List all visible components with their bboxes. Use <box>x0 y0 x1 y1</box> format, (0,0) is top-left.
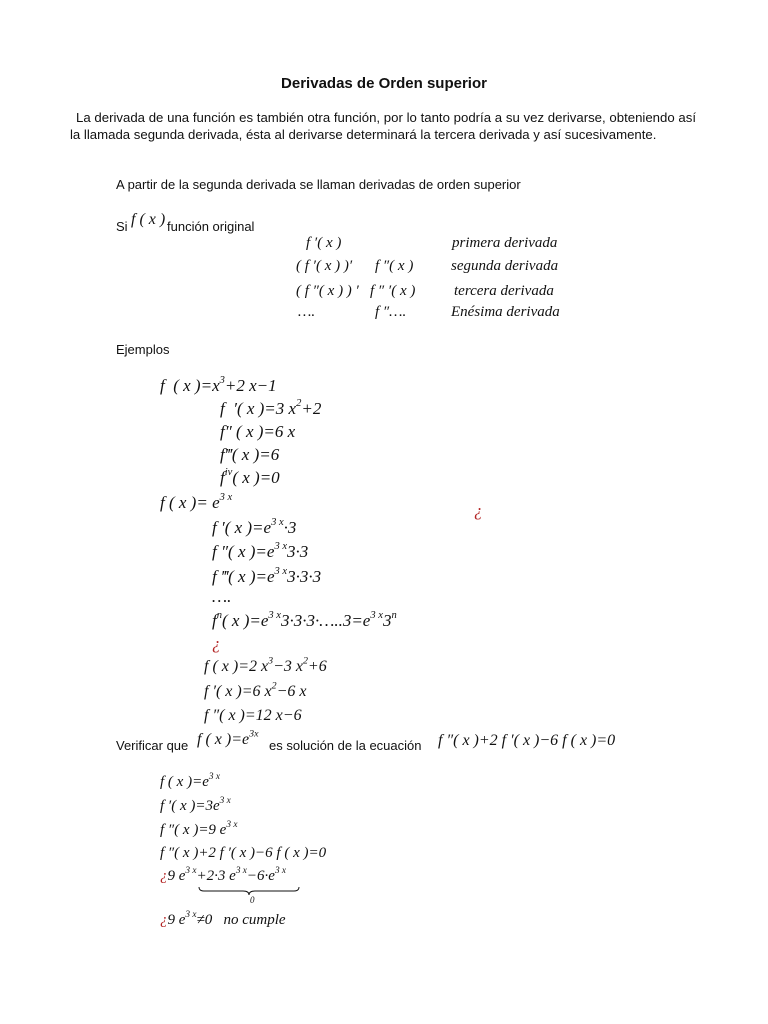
ecuacion: f ″( x )+2 f ′( x )−6 f ( x )=0 <box>438 732 616 749</box>
ex2-line-2: f ′( x )$=e^{3 x}\cdot 3$ <box>212 517 297 537</box>
verificar-label: Verificar que <box>116 738 189 753</box>
table-row-3-result: f ″ ′( x ) <box>370 283 416 299</box>
verif-line-4: f ″( x )+2 f ′( x )−6 f ( x )=0 <box>160 845 327 861</box>
underbrace <box>198 886 300 896</box>
ex1-line-1: f ( x )$=x^3+2$ x−1 <box>160 375 277 395</box>
ex2-line-3: f ″( x )$=e^{3 x}3\cdot 3$ <box>212 541 309 561</box>
inverted-question-1: ¿ <box>474 501 483 520</box>
ex1-line-4: f‴( x )=6 <box>220 445 280 464</box>
table-row-4-expr: …. <box>298 304 316 320</box>
underbrace-zero: 0 <box>250 895 255 905</box>
ex3-line-1: f ( x )=2 $x^3-3$ $x^2+6$ <box>204 655 327 675</box>
verif-line-3: f ″( x )=9 $e^{3 x}$ <box>160 820 238 838</box>
si-fx: f ( x ) <box>131 211 166 228</box>
verificar-fx <box>197 728 259 749</box>
table-row-4-name: Enésima derivada <box>451 304 560 320</box>
ex1-line-3: f″ ( x )=6 x <box>220 422 296 441</box>
table-row-4-result: f ″…. <box>375 304 407 320</box>
verif-line-2: f ′( x )$=3e^{3 x}$ <box>160 796 231 814</box>
table-row-3-expr: ( f ″( x ) ) ′ <box>296 283 359 299</box>
table-row-1-result: f ′( x ) <box>306 235 342 251</box>
funcion-original-label: función original <box>167 219 255 234</box>
ex2-line-5: …. <box>212 587 232 606</box>
ex3-line-2: f ′( x )=6 $x^2-6$ x <box>204 680 307 700</box>
inverted-question-2: ¿ <box>212 634 221 653</box>
ex1-line-2: f ′( x )=3 $x^2+2$ <box>220 398 322 418</box>
no-cumple-label: no cumple <box>223 912 286 928</box>
es-solucion-label: es solución de la ecuación <box>269 738 422 753</box>
ejemplos-heading: Ejemplos <box>116 342 170 357</box>
ex2-line-4: f ‴( x )$=e^{3 x}3\cdot 3\cdot 3$ <box>212 566 322 586</box>
intro-paragraph: La derivada de una función es también otra función, por lo tanto podría a su vez derivarse, obteniendo así la llamada segunda derivada, ésta al derivarse determinará la tercera derivada y así sucesivamente. <box>70 110 696 142</box>
ex2-line-1: f ( x )= $e^{3 x}$ <box>160 492 233 512</box>
verif-line-6: ¿9 $e^{3 x}\ne 0$ no cumple <box>160 910 286 928</box>
si-label: Si <box>116 219 128 234</box>
verificar-fx-exp: 3x <box>249 728 259 740</box>
table-row-2-result: f ″( x ) <box>375 258 414 274</box>
ex2-line-6: $f^n$( x )$=e^{3 x}3\cdot 3\cdot 3\cdot\dots..3=e^{3 x}3^n$ <box>212 610 397 630</box>
higher-order-text: A partir de la segunda derivada se llaman derivadas de orden superior <box>116 177 521 192</box>
table-row-3-name: tercera derivada <box>454 283 554 299</box>
verificar-fx-base: f ( x )=e <box>197 731 250 748</box>
ex3-line-3: f ″( x )=12 x−6 <box>204 707 302 724</box>
verif-line-5: ¿9 $e^{3 x}+2\cdot 3$ $e^{3 x}-6\cdot e^{3 x}$ <box>160 866 287 884</box>
verif-line-1: f ( x )$=e^{3 x}$ <box>160 772 220 790</box>
page-title: Derivadas de Orden superior <box>281 75 487 92</box>
table-row-2-expr: ( f ′( x ) )′ <box>296 258 353 274</box>
table-row-1-name: primera derivada <box>452 235 558 251</box>
inverted-question-3: ¿ <box>160 868 168 884</box>
ex1-line-5: $f^{iv}$( x )=0 <box>220 467 280 487</box>
table-row-2-name: segunda derivada <box>451 258 559 274</box>
inverted-question-4: ¿ <box>160 912 168 928</box>
